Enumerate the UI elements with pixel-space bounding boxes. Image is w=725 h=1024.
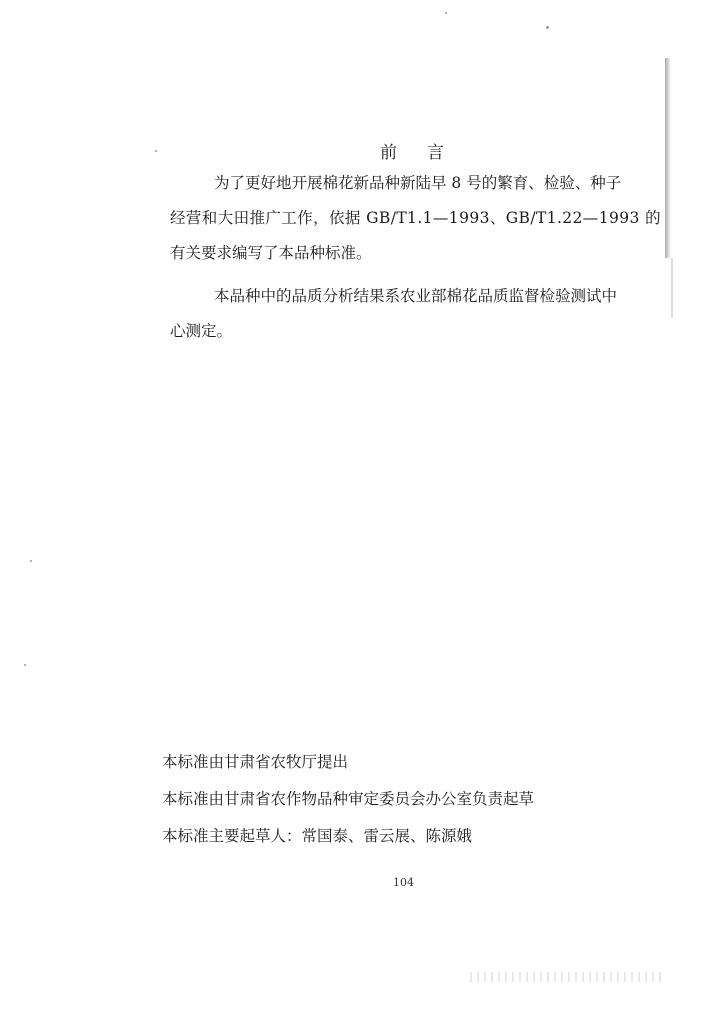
scan-noise <box>470 972 666 982</box>
scan-edge-shadow <box>665 58 671 258</box>
page-heading: 前言 <box>380 143 474 163</box>
foreword-paragraph-1 <box>170 166 662 271</box>
scan-speck <box>155 150 157 152</box>
page-number: 104 <box>393 876 414 889</box>
standard-attribution <box>162 744 534 855</box>
foreword-paragraph-2 <box>170 279 662 349</box>
paragraph-line: 为了更好地开展棉花新品种新陆早 8 号的繁育、检验、种子 <box>214 174 622 192</box>
scan-speck <box>30 560 32 562</box>
paragraph-line: 心测定。 <box>170 322 233 340</box>
attribution-line: 本标准主要起草人：常国泰、雷云展、陈源娥 <box>162 827 473 845</box>
scan-edge-mark <box>671 258 673 318</box>
attribution-line: 本标准由甘肃省农作物品种审定委员会办公室负责起草 <box>162 790 535 808</box>
paragraph-line: 经营和大田推广工作，依据 GB/T1.1—1993、GB/T1.22—1993 的 <box>170 209 661 227</box>
scan-speck <box>546 26 549 29</box>
paragraph-line: 有关要求编写了本品种标准。 <box>170 244 372 262</box>
scan-speck <box>445 12 447 14</box>
attribution-line: 本标准由甘肃省农牧厅提出 <box>162 753 349 771</box>
paragraph-line: 本品种中的品质分析结果系农业部棉花品质监督检验测试中 <box>214 287 618 305</box>
scan-speck <box>24 664 26 666</box>
